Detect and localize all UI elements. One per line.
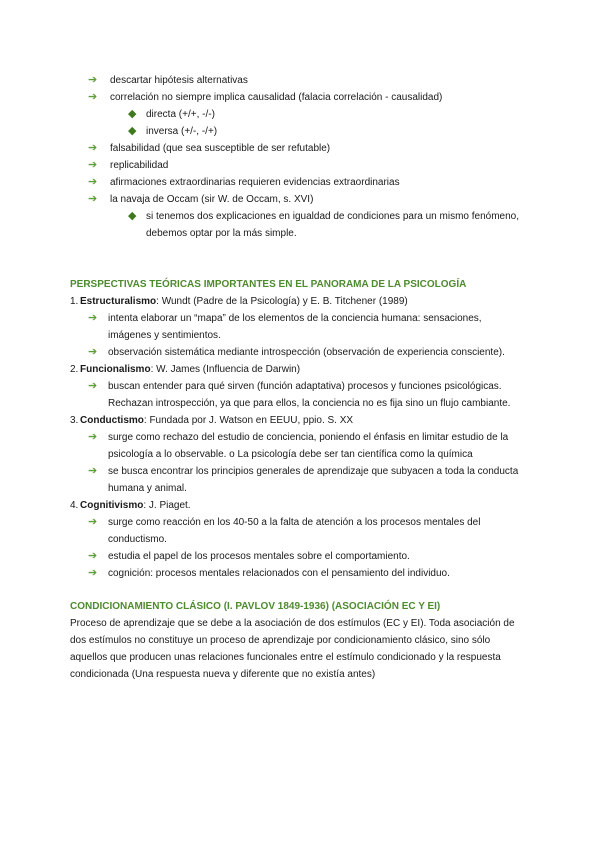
numbered-item <box>0 361 520 378</box>
section-heading-perspectivas: PERSPECTIVAS TEÓRICAS IMPORTANTES EN EL PANORAMA DE LA PSICOLOGÍA <box>70 279 467 290</box>
arrow-bullet-icon: ➔ <box>88 312 98 324</box>
list-item-text: cognición: procesos mentales relacionados con el pensamiento del individuo. <box>108 568 450 579</box>
arrow-bullet-icon: ➔ <box>88 346 98 358</box>
arrow-bullet-icon: ➔ <box>88 142 98 154</box>
diamond-bullet-icon: ◆ <box>128 125 137 137</box>
arrow-bullet-icon: ➔ <box>88 74 98 86</box>
numbered-item <box>0 497 520 514</box>
item-number: 4. <box>70 500 79 511</box>
list-item-text: intenta elaborar un “mapa” de los elementos de la conciencia humana: sensaciones, imágenes y sentimientos. <box>108 313 482 341</box>
arrow-bullet-icon: ➔ <box>88 91 98 103</box>
list-item-text: directa (+/+, -/-) <box>146 109 215 120</box>
list-item <box>0 174 520 191</box>
sub-list-item <box>0 208 520 242</box>
list-item <box>0 463 520 497</box>
item-description: : Wundt (Padre de la Psicología) y E. B. Titchener (1989) <box>156 296 408 307</box>
list-item-text: si tenemos dos explicaciones en igualdad de condiciones para un mismo fenómeno, debemos optar por la más simple. <box>146 211 520 239</box>
arrow-bullet-icon: ➔ <box>88 176 98 188</box>
list-item-text: descartar hipótesis alternativas <box>110 75 248 86</box>
arrow-bullet-icon: ➔ <box>88 380 98 392</box>
arrow-bullet-icon: ➔ <box>88 516 98 528</box>
diamond-bullet-icon: ◆ <box>128 210 137 222</box>
item-term: Funcionalismo <box>80 364 151 375</box>
arrow-bullet-icon: ➔ <box>88 159 98 171</box>
diamond-bullet-icon: ◆ <box>128 108 137 120</box>
item-term: Cognitivismo <box>80 500 144 511</box>
arrow-bullet-icon: ➔ <box>88 431 98 443</box>
item-term: Conductismo <box>80 415 144 426</box>
list-item <box>0 344 520 361</box>
list-item <box>0 548 520 565</box>
list-item <box>0 72 520 89</box>
list-item-text: falsabilidad (que sea susceptible de ser refutable) <box>110 143 331 154</box>
item-number: 1. <box>70 296 79 307</box>
document-page <box>0 72 600 683</box>
list-item <box>0 89 520 106</box>
list-item-text: buscan entender para qué sirven (función adaptativa) procesos y funciones psicológicas. Rechazan introspección, ya que para ellos, la conciencia no es fija sino un flujo cambiante. <box>108 381 511 409</box>
section-heading-condicionamiento: CONDICIONAMIENTO CLÁSICO (I. PAVLOV 1849-1936) (ASOCIACIÓN EC Y EI) <box>70 601 441 612</box>
item-description: : Fundada por J. Watson en EEUU, ppio. S. XX <box>143 415 354 426</box>
perspectivas-list <box>0 293 600 582</box>
list-item-text: surge como reacción en los 40-50 a la falta de atención a los procesos mentales del conductismo. <box>108 517 481 545</box>
sub-list-item <box>0 106 520 123</box>
list-item-text: surge como rechazo del estudio de conciencia, poniendo el énfasis en limitar estudio de la psicología a lo observable. o La psicología debe ser tan científica como la química <box>108 432 509 460</box>
list-item <box>0 310 520 344</box>
list-item <box>0 514 520 548</box>
list-item-text: correlación no siempre implica causalidad (falacia correlación - causalidad) <box>110 92 443 103</box>
list-item <box>0 157 520 174</box>
list-item <box>0 140 520 157</box>
list-item <box>0 429 520 463</box>
list-item <box>0 565 520 582</box>
list-item-text: se busca encontrar los principios generales de aprendizaje que subyacen a toda la conducta humana y animal. <box>108 466 519 494</box>
arrow-bullet-icon: ➔ <box>88 193 98 205</box>
item-number: 3. <box>70 415 79 426</box>
sub-list-item <box>0 123 520 140</box>
list-item-text: la navaja de Occam (sir W. de Occam, s. XVI) <box>110 194 314 205</box>
list-item-text: estudia el papel de los procesos mentales sobre el comportamiento. <box>108 551 410 562</box>
list-item <box>0 378 520 412</box>
item-description: : W. James (Influencia de Darwin) <box>150 364 301 375</box>
intro-list <box>0 72 600 242</box>
arrow-bullet-icon: ➔ <box>88 465 98 477</box>
list-item <box>0 191 520 208</box>
item-term: Estructuralismo <box>80 296 157 307</box>
arrow-bullet-icon: ➔ <box>88 567 98 579</box>
list-item-text: inversa (+/-, -/+) <box>146 126 218 137</box>
item-number: 2. <box>70 364 79 375</box>
list-item-text: observación sistemática mediante introspección (observación de experiencia consciente). <box>108 347 505 358</box>
numbered-item <box>0 412 520 429</box>
arrow-bullet-icon: ➔ <box>88 550 98 562</box>
numbered-item <box>0 293 520 310</box>
item-description: : J. Piaget. <box>143 500 191 511</box>
condicionamiento-paragraph: Proceso de aprendizaje que se debe a la asociación de dos estímulos (EC y EI). Toda asociación de dos estímulos no constituye un proceso de aprendizaje por condicionamiento clásico, sino sólo aquellos que producen unas relaciones funcionales entre el estímulo condicionado y la respuesta condicionada (Una respuesta nueva y diferente que no existía antes) <box>70 618 515 680</box>
list-item-text: replicabilidad <box>110 160 169 171</box>
list-item-text: afirmaciones extraordinarias requieren evidencias extraordinarias <box>110 177 400 188</box>
